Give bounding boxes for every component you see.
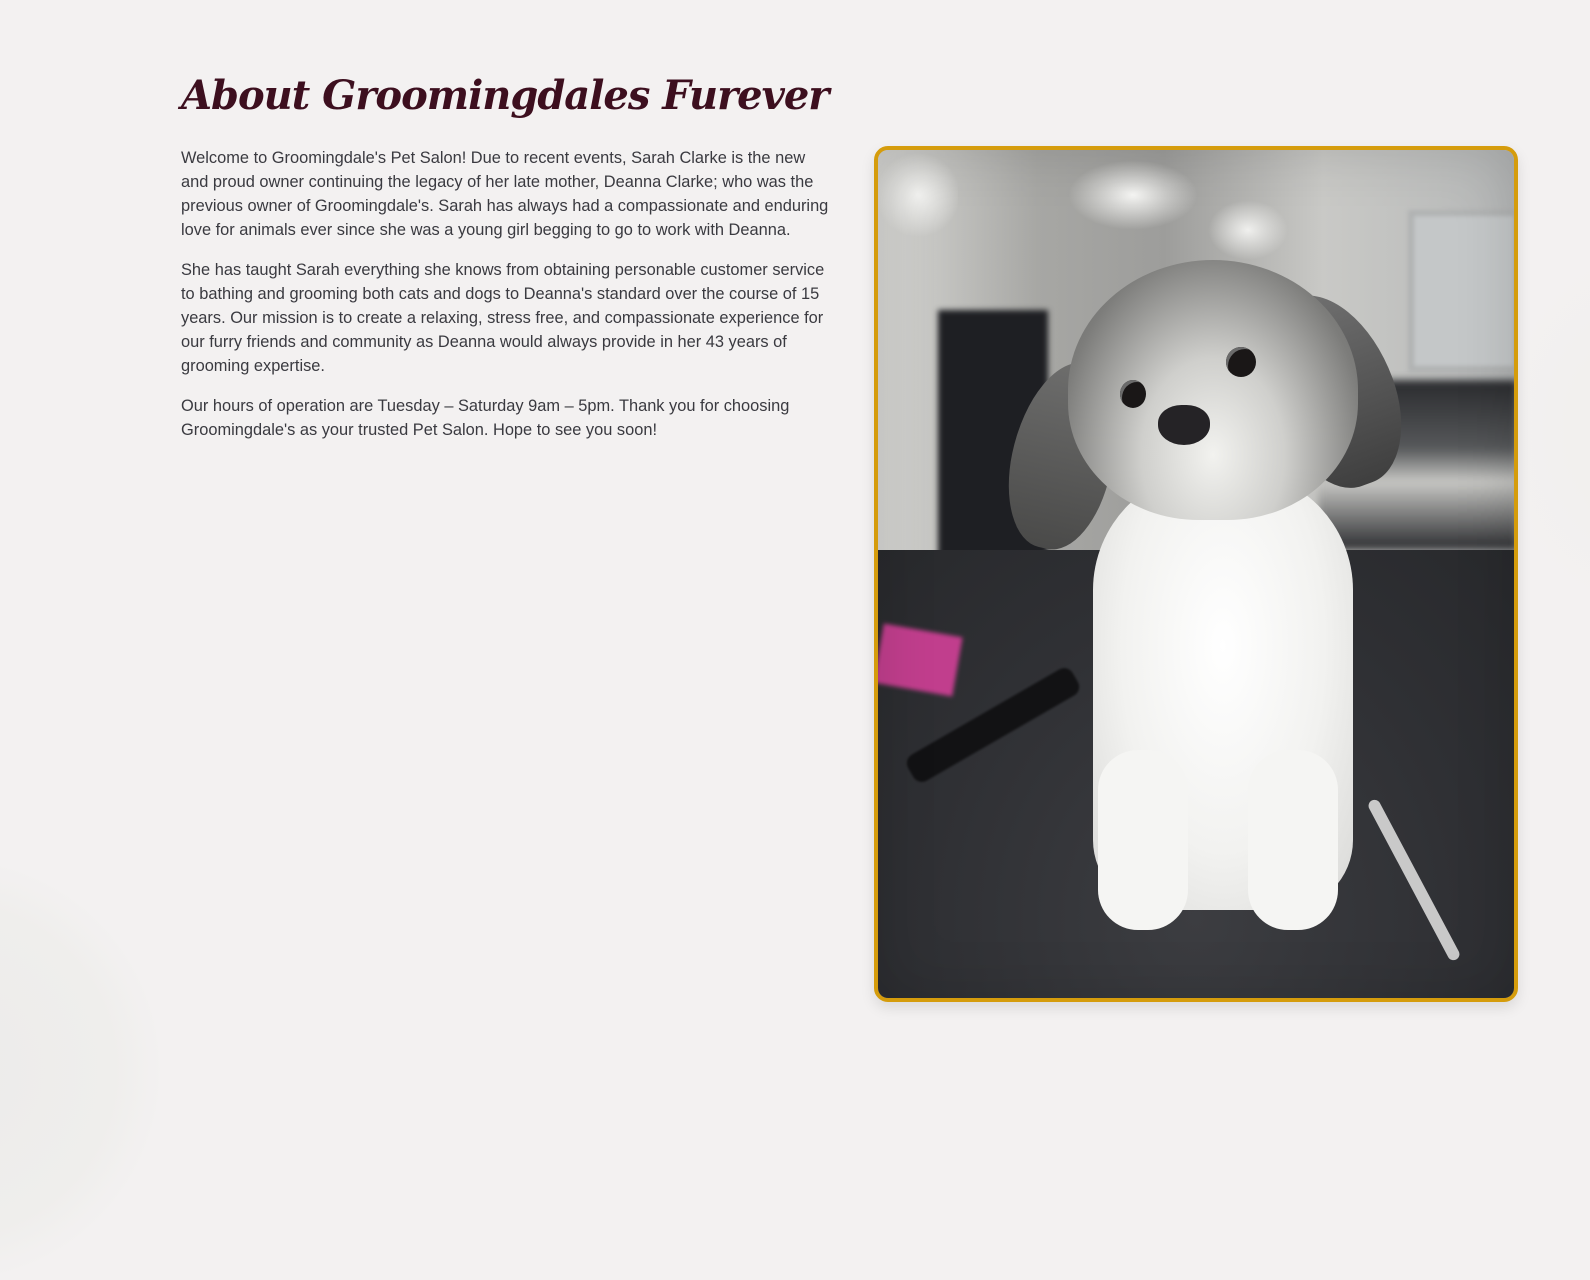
paragraph-welcome: Welcome to Groomingdale's Pet Salon! Due to recent events, Sarah Clarke is the new and proud owner continuing the legacy of her late mother, Deanna Clarke; who was the previous owner of Groomingdale's. Sarah has always had a compassionate and enduring love for animals ever since she was a young girl begging to go to work with Deanna. xyxy=(181,149,829,239)
about-text xyxy=(181,146,831,458)
photo-vignette xyxy=(878,150,1514,998)
photo-scene xyxy=(878,150,1514,998)
paragraph-hours: Our hours of operation are Tuesday – Saturday 9am – 5pm. Thank you for choosing Groomingdale's as your trusted Pet Salon. Hope to see you soon! xyxy=(181,397,790,439)
page-title: About Groomingdales Furever xyxy=(181,72,829,119)
paragraph-mission: She has taught Sarah everything she knows from obtaining personable customer service to bathing and grooming both cats and dogs to Deanna's standard over the course of 15 years. Our mission is to create a relaxing, stress free, and compassionate experience for our furry friends and community as Deanna would always provide in her 43 years of grooming expertise. xyxy=(181,261,825,375)
dog-photo xyxy=(874,146,1518,1002)
